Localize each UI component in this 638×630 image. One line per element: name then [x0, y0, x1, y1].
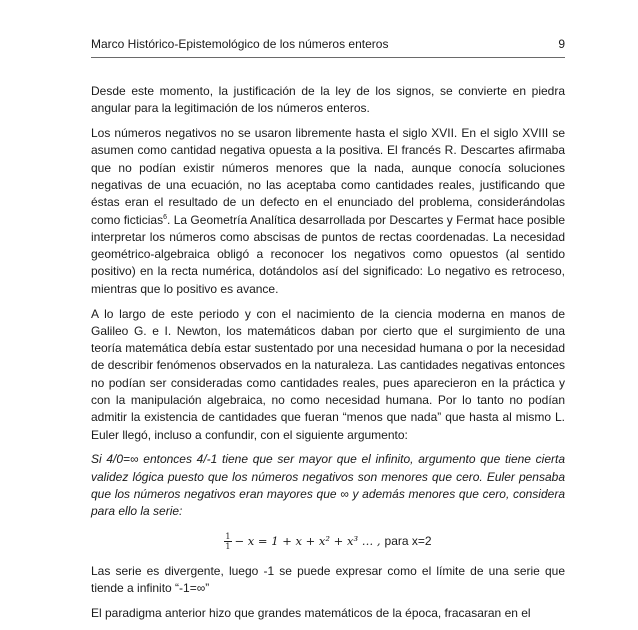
formula-expression: − x = 1 + x + x² + x³ … ,	[234, 533, 381, 548]
paragraph-5: El paradigma anterior hizo que grandes matemáticos de la época, fracasaran en el	[91, 606, 531, 621]
fraction-denominator: 1	[225, 542, 231, 552]
paragraph-4: Las serie es divergente, luego -1 se puede expresar como el límite de una serie que tiende a infinito “-1=∞”	[91, 564, 565, 596]
paragraph-2	[91, 125, 565, 298]
paragraph-2-part-b: . La Geometría Analítica desarrollada por Descartes y Fermat hace posible interpretar los números como abscisas de puntos de rectas coordenadas. La necesidad geométrico-algebraica obligó a reconocer los negativos como opuestos (al sentido positivo) en la recta numérica, dotándolos así del significado: Lo negativo es retroceso, mientras que lo positivo es avance.	[91, 212, 565, 296]
formula-fraction	[224, 532, 231, 551]
paragraph-1: Desde este momento, la justificación de la ley de los signos, se convierte en piedra angular para la legitimación de los números enteros.	[91, 84, 565, 116]
header-title: Marco Histórico-Epistemológico de los números enteros	[91, 37, 389, 51]
paragraph-3: A lo largo de este periodo y con el nacimiento de la ciencia moderna en manos de Galileo G. e I. Newton, los matemáticos daban por cierto que el surgimiento de una teoría matemática debía estar sustentado por una necesidad humana o por la necesidad de describir fenómenos observados en la naturaleza. Las cantidades negativas entonces no podían ser consideradas como cantidades reales, pues aparecieron en la práctica y con la manipulación algebraica, no como necesidad humana. Por lo tanto no podían admitir la existencia de cantidades que fueran “menos que nada” que hasta al mismo L. Euler llegó, incluso a confundir, con el siguiente argumento:	[91, 306, 565, 442]
formula-condition: para x=2	[384, 533, 432, 548]
euler-quote: Si 4/0=∞ entonces 4/-1 tiene que ser mayor que el infinito, argumento que tiene cierta validez lógica puesto que los números negativos son menores que cero. Euler pensaba que los números negativos eran mayores que ∞ y además menores que cero, considera para ello la serie:	[91, 452, 565, 519]
fraction-numerator: 1	[225, 532, 231, 542]
body-text	[91, 83, 565, 630]
header-rule	[91, 57, 565, 58]
footnote-marker: 6	[163, 213, 167, 221]
paragraph-2-part-a: Los números negativos no se usaron libremente hasta el siglo XVII. En el siglo XVIII se asumen como cantidad negativa opuesta a la positiva. El francés R. Descartes afirmaba que no podían existir números menores que la nada, aunque conocía soluciones negativas de una ecuación, no las aceptaba como cantidades reales, justificando que éstas eran el resultado de un defecto en el enunciado del problema, considerándolas como ficticias	[91, 126, 565, 227]
page-number: 9	[558, 37, 565, 51]
series-formula	[91, 531, 565, 552]
